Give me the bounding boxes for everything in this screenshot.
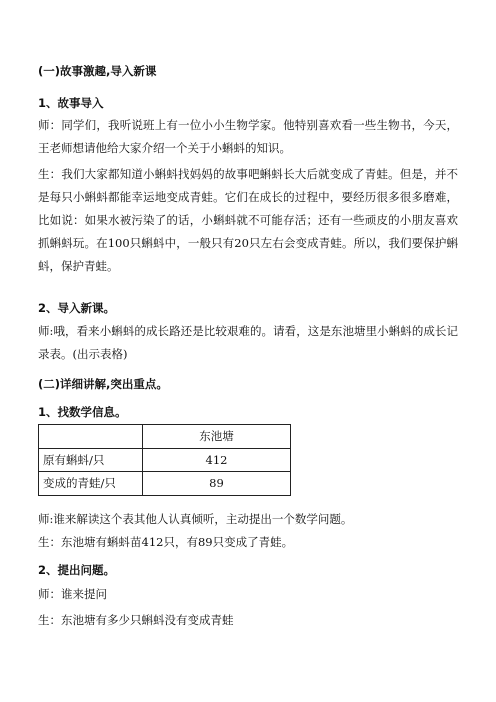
section-heading-1: (一)故事激趣,导入新课	[38, 64, 157, 78]
table-cell: 89	[143, 472, 291, 496]
paragraph-teacher-intro: 师：同学们，我听说班上有一位小小生物学家。他特别喜欢看一些生物书，今天，王老师想请他给大家介绍一个关于小蝌蚪的知识。	[38, 118, 458, 155]
table-row	[39, 472, 291, 496]
table-header-row	[39, 425, 291, 449]
table-row	[39, 448, 291, 472]
paragraph-teacher-table-intro: 师:哦，看来小蝌蚪的成长路还是比较艰难的。请看，这是东池塘里小蝌蚪的成长记录表。(出示表格)	[38, 324, 458, 361]
table-cell: 原有蝌蚪/只	[39, 448, 143, 472]
table-cell	[39, 425, 143, 449]
item-heading-find-info: 1、找数学信息。	[38, 405, 127, 419]
item-heading-ask-question: 2、提出问题。	[38, 563, 116, 577]
item-heading-new-lesson: 2、导入新课。	[38, 301, 116, 315]
table-cell: 412	[143, 448, 291, 472]
tadpole-growth-table	[38, 424, 291, 496]
section-heading-2: (二)详细讲解,突出重点。	[38, 377, 168, 391]
paragraph-student-info: 生：东池塘有蝌蚪苗412只，有89只变成了青蛙。	[38, 535, 294, 549]
table-cell: 变成的青蛙/只	[39, 472, 143, 496]
table-cell: 东池塘	[143, 425, 291, 449]
paragraph-student-question: 生：东池塘有多少只蝌蚪没有变成青蛙	[38, 613, 234, 627]
paragraph-teacher-question: 师:谁来解读这个表其他人认真倾听，主动提出一个数学问题。	[38, 512, 353, 526]
paragraph-teacher-ask: 师：谁来提问	[38, 587, 107, 601]
paragraph-student-story: 生：我们大家都知道小蝌蚪找妈妈的故事吧蝌蚪长大后就变成了青蛙。但是，并不是每只小蝌蚪都能幸运地变成青蛙。它们在成长的过程中，要经历很多很多磨难，比如说：如果水被污染了的话，小蝌蚪就不可能存活；还有一些顽皮的小朋友喜欢抓蝌蚪玩。在100只蝌蚪中，一般只有20只左右会变成青蛙。所以，我们要保护蝌蚪，保护青蛙。	[38, 167, 458, 273]
item-heading-story-intro: 1、故事导入	[38, 96, 104, 110]
